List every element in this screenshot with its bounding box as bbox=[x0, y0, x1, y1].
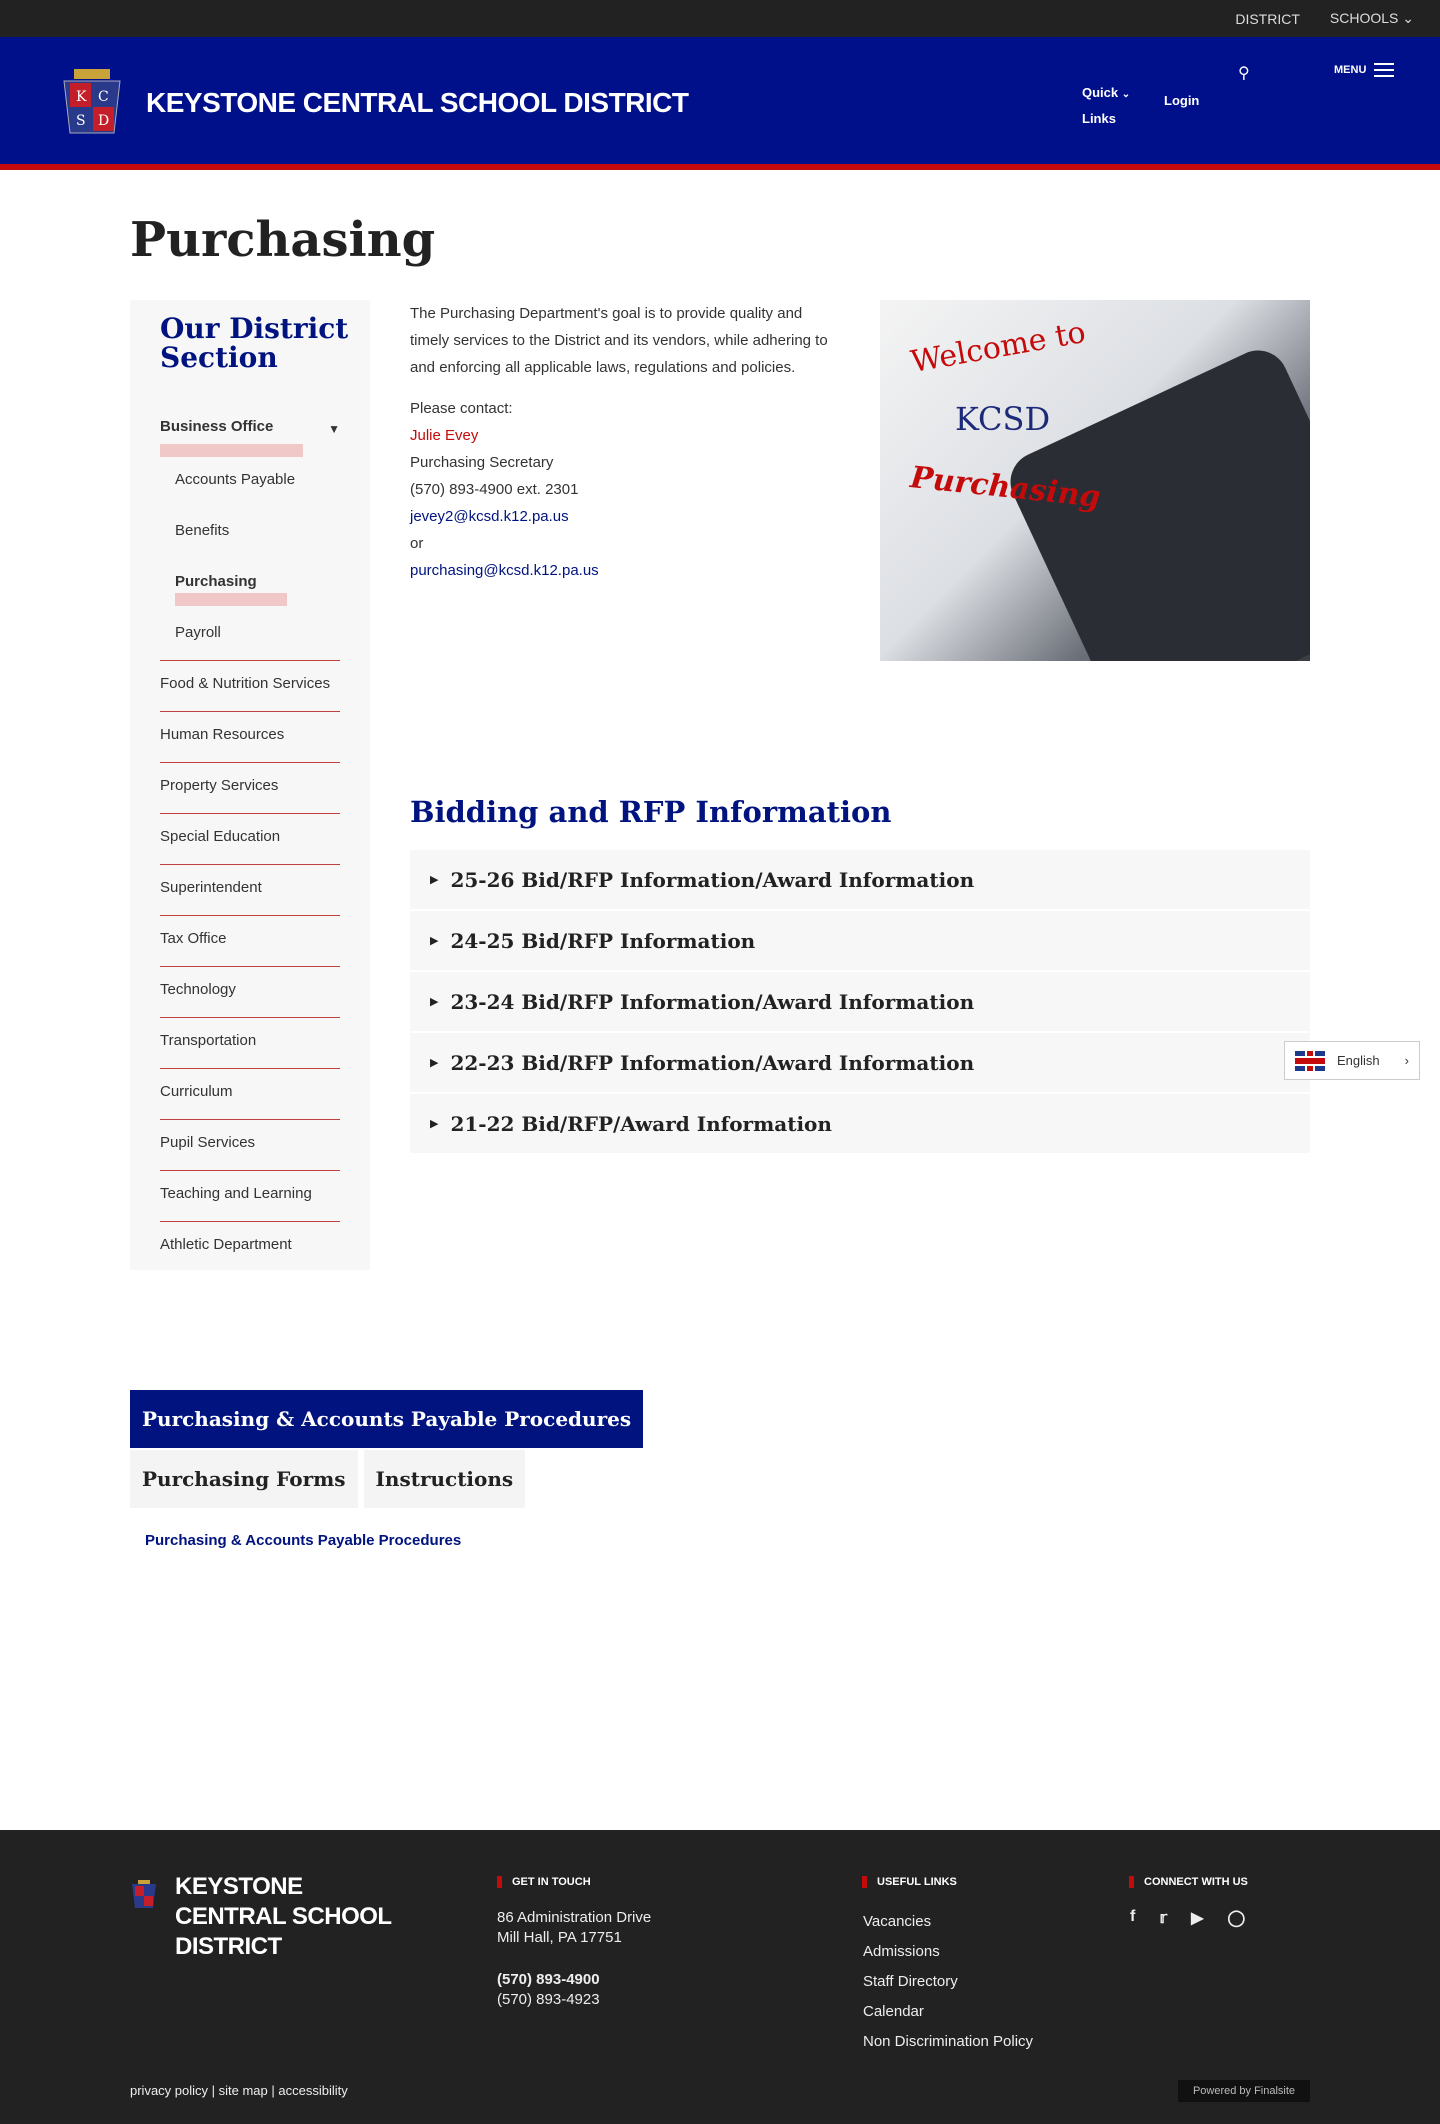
tab-purchasing-forms[interactable]: Purchasing Forms bbox=[130, 1450, 358, 1508]
quick-label: Quick bbox=[1082, 85, 1119, 100]
district-logo[interactable] bbox=[60, 69, 124, 137]
accordion-item[interactable] bbox=[410, 972, 1310, 1031]
language-selector[interactable] bbox=[1284, 1041, 1420, 1080]
caret-right-icon: ▶ bbox=[430, 995, 439, 1008]
instagram-icon[interactable]: ◯ bbox=[1227, 1910, 1246, 1927]
site-title[interactable]: KEYSTONE CENTRAL SCHOOL DISTRICT bbox=[146, 87, 689, 118]
sidebar-item-superintendent[interactable]: Superintendent bbox=[160, 865, 340, 916]
footer-link-staff-directory[interactable]: Staff Directory bbox=[863, 1973, 958, 1990]
utility-bar bbox=[0, 0, 1440, 37]
tab-instructions[interactable]: Instructions bbox=[364, 1450, 526, 1508]
accordion-item[interactable] bbox=[410, 911, 1310, 970]
site-header bbox=[0, 37, 1440, 170]
site-map-link[interactable]: site map bbox=[218, 2083, 268, 2098]
intro-section bbox=[410, 300, 840, 584]
svg-text:S: S bbox=[76, 113, 86, 129]
intro-text: The Purchasing Department's goal is to provide quality and timely services to the District and its vendors, while adhering to and enforcing all applicable laws, regulations and policies. bbox=[410, 305, 828, 376]
accordion-label: 22-23 Bid/RFP Information/Award Information bbox=[450, 1050, 975, 1075]
sidebar-item-accounts-payable[interactable]: Accounts Payable bbox=[175, 471, 296, 488]
sidebar-item-payroll[interactable]: Payroll bbox=[160, 610, 340, 661]
hero-line-2: KCSD bbox=[955, 400, 1051, 438]
sidebar-item-food-nutrition[interactable]: Food & Nutrition Services bbox=[160, 661, 340, 712]
sidebar-item-human-resources[interactable]: Human Resources bbox=[160, 712, 340, 763]
menu-button[interactable] bbox=[1334, 63, 1394, 77]
sidebar-item-transportation[interactable]: Transportation bbox=[160, 1018, 340, 1069]
bidding-accordion bbox=[410, 850, 1310, 1155]
footer-phone[interactable]: (570) 893-4900 bbox=[497, 1971, 600, 1988]
language-label: English bbox=[1337, 1053, 1380, 1068]
chevron-down-icon: ⌄ bbox=[1121, 89, 1131, 100]
caret-right-icon: ▶ bbox=[430, 1056, 439, 1069]
contact-label: Please contact: bbox=[410, 400, 513, 417]
accordion-item[interactable] bbox=[410, 850, 1310, 909]
district-link[interactable]: DISTRICT bbox=[1235, 10, 1300, 27]
sidebar-nav bbox=[130, 300, 370, 1270]
sidebar-item-special-education[interactable]: Special Education bbox=[160, 814, 340, 865]
menu-label: MENU bbox=[1334, 64, 1367, 76]
sidebar-item-teaching-learning[interactable]: Teaching and Learning bbox=[160, 1171, 340, 1222]
sidebar-item-pupil-services[interactable]: Pupil Services bbox=[160, 1120, 340, 1171]
privacy-policy-link[interactable]: privacy policy bbox=[130, 2083, 209, 2098]
accordion-label: 23-24 Bid/RFP Information/Award Information bbox=[450, 989, 975, 1014]
sidebar-item-curriculum[interactable]: Curriculum bbox=[160, 1069, 340, 1120]
sidebar-item-athletic-department[interactable]: Athletic Department bbox=[160, 1236, 292, 1253]
tab-procedures[interactable]: Purchasing & Accounts Payable Procedures bbox=[130, 1390, 643, 1448]
svg-text:D: D bbox=[98, 113, 110, 129]
footer-legal-links: privacy policy | site map | accessibility bbox=[130, 2083, 348, 2098]
schools-label: SCHOOLS bbox=[1329, 10, 1399, 26]
youtube-icon[interactable]: ▶ bbox=[1191, 1910, 1204, 1927]
caret-right-icon: ▶ bbox=[430, 873, 439, 886]
accordion-item[interactable] bbox=[410, 1033, 1310, 1092]
quick-links-dropdown[interactable] bbox=[1082, 81, 1130, 131]
purchasing-email-link[interactable]: purchasing@kcsd.k12.pa.us bbox=[410, 562, 599, 579]
facebook-icon[interactable]: f bbox=[1130, 1908, 1136, 1925]
accordion-item[interactable] bbox=[410, 1094, 1310, 1153]
nav-label: Purchasing bbox=[175, 571, 287, 606]
search-icon[interactable]: ⚲ bbox=[1238, 65, 1250, 82]
hamburger-icon bbox=[1374, 63, 1394, 77]
bidding-heading: Bidding and RFP Information bbox=[410, 795, 892, 829]
svg-text:C: C bbox=[98, 89, 109, 105]
or-text: or bbox=[410, 535, 424, 552]
contact-name: Julie Evey bbox=[410, 427, 479, 444]
twitter-icon[interactable]: 𝕣 bbox=[1159, 1910, 1168, 1927]
accordion-label: 24-25 Bid/RFP Information bbox=[450, 928, 756, 953]
caret-right-icon: ▶ bbox=[430, 934, 439, 947]
useful-links-heading: USEFUL LINKS bbox=[862, 1876, 957, 1888]
sidebar-item-technology[interactable]: Technology bbox=[160, 967, 340, 1018]
sidebar-item-tax-office[interactable]: Tax Office bbox=[160, 916, 340, 967]
procedures-tabs bbox=[130, 1390, 649, 1508]
procedures-link[interactable]: Purchasing & Accounts Payable Procedures bbox=[145, 1532, 462, 1549]
chevron-down-icon: ⌄ bbox=[1402, 10, 1414, 26]
nav-label: Business Office bbox=[160, 416, 303, 457]
links-label: Links bbox=[1082, 111, 1116, 126]
footer-link-vacancies[interactable]: Vacancies bbox=[863, 1913, 932, 1930]
footer-title: KEYSTONE CENTRAL SCHOOL DISTRICT bbox=[175, 1873, 392, 1960]
sidebar-item-benefits[interactable]: Benefits bbox=[175, 522, 230, 539]
email-link[interactable]: jevey2@kcsd.k12.pa.us bbox=[410, 508, 569, 525]
accessibility-link[interactable]: accessibility bbox=[278, 2083, 348, 2098]
connect-heading: CONNECT WITH US bbox=[1129, 1876, 1248, 1888]
site-footer bbox=[0, 1830, 1440, 2124]
svg-text:K: K bbox=[76, 89, 87, 105]
social-links bbox=[1130, 1908, 1245, 1928]
contact-role: Purchasing Secretary bbox=[410, 454, 554, 471]
caret-right-icon: ▶ bbox=[430, 1117, 439, 1130]
uk-flag-icon bbox=[1295, 1051, 1325, 1071]
get-in-touch-heading: GET IN TOUCH bbox=[497, 1876, 591, 1888]
login-link[interactable]: Login bbox=[1164, 93, 1200, 108]
sidebar-item-business-office[interactable] bbox=[160, 406, 340, 457]
footer-link-non-discrimination[interactable]: Non Discrimination Policy bbox=[863, 2033, 1034, 2050]
sidebar-item-purchasing[interactable] bbox=[160, 559, 340, 610]
hero-line-1: Welcome to bbox=[908, 314, 1089, 381]
sidebar-item-property-services[interactable]: Property Services bbox=[160, 763, 340, 814]
sidebar-title: Our District Section bbox=[160, 312, 349, 374]
caret-down-icon[interactable]: ▼ bbox=[328, 422, 340, 436]
address-line-1: 86 Administration Drive bbox=[497, 1909, 652, 1926]
welcome-image bbox=[880, 300, 1310, 661]
contact-phone: (570) 893-4900 ext. 2301 bbox=[410, 481, 579, 498]
chevron-right-icon: › bbox=[1404, 1053, 1409, 1068]
address-line-2: Mill Hall, PA 17751 bbox=[497, 1929, 622, 1946]
hero-line-3: Purchasing bbox=[908, 460, 1103, 515]
powered-by-finalsite-badge[interactable]: Powered by Finalsite bbox=[1178, 2080, 1310, 2102]
schools-dropdown[interactable] bbox=[1330, 10, 1414, 27]
footer-link-calendar[interactable]: Calendar bbox=[863, 2003, 924, 2020]
footer-logo[interactable] bbox=[130, 1880, 158, 1910]
footer-fax: (570) 893-4923 bbox=[497, 1991, 600, 2008]
accordion-label: 25-26 Bid/RFP Information/Award Information bbox=[450, 867, 975, 892]
footer-link-admissions[interactable]: Admissions bbox=[863, 1943, 940, 1960]
page-title: Purchasing bbox=[130, 212, 436, 268]
accordion-label: 21-22 Bid/RFP/Award Information bbox=[450, 1111, 832, 1136]
